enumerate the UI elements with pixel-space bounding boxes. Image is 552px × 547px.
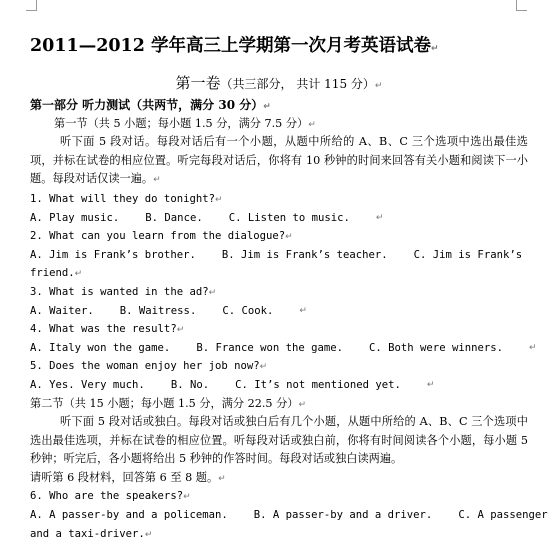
section1-heading: 第一节（共 5 小题；每小题 1.5 分，满分 7.5 分）↵ bbox=[54, 116, 316, 130]
option-b: B. No. bbox=[170, 378, 210, 391]
paper-label: 第一卷 bbox=[175, 74, 221, 92]
option-b: B. A passer-by and a driver. bbox=[253, 509, 433, 522]
margin-corner-left bbox=[26, 0, 37, 11]
option-a: A. Play music. bbox=[30, 211, 120, 224]
section1-instructions: 听下面 5 段对话。每段对话后有一个小题，从题中所给的 A、B、C 三个选项中选出最佳选项，并标在试卷的相应位置。听完每段对话后，你将有 10 秒钟的时间来回答有关小题和阅读下一小题。每段对话仅读一遍。↵ bbox=[30, 135, 528, 186]
option-c: C. It’s not mentioned yet. bbox=[235, 378, 401, 391]
option-b: B. France won the game. bbox=[196, 341, 344, 354]
question-6-options-continued: and a taxi-driver.↵ bbox=[30, 527, 153, 540]
question-2: 2. What can you learn from the dialogue?↵ bbox=[30, 230, 293, 243]
option-a: A. Yes. Very much. bbox=[30, 378, 145, 391]
option-c: C. Cook. bbox=[222, 304, 274, 317]
option-b: B. Jim is Frank’s teacher. bbox=[221, 248, 388, 261]
question-1: 1. What will they do tonight?↵ bbox=[30, 192, 223, 205]
section2-heading: 第二节（共 15 小题；每小题 1.5 分，满分 22.5 分）↵ bbox=[30, 396, 307, 410]
question-3: 3. What is wanted in the ad?↵ bbox=[30, 285, 217, 298]
option-a: A. Italy won the game. bbox=[30, 341, 171, 354]
question-5-options: A. Yes. Very much. B. No. C. It’s not mentioned yet. ↵ bbox=[30, 376, 528, 395]
section2-note: 请听第 6 段材料，回答第 6 至 8 题。↵ bbox=[30, 470, 226, 484]
section2-instructions: 听下面 5 段对话或独白。每段对话或独白后有几个小题，从题中所给的 A、B、C 三个选项中选出最佳选项，并标在试卷的相应位置。听每段对话或独白前，你将有时间阅读各个小题，每小题 5 秒钟；听完后，各小题将给出 5 秒钟的作答时间。每段对话或独白读两遍。 bbox=[30, 415, 528, 466]
paragraph-mark: ↵ bbox=[74, 269, 83, 280]
question-3-options: A. Waiter. B. Waitress. C. Cook. ↵ bbox=[30, 302, 528, 321]
option-c: C. Jim is Frank’s bbox=[413, 248, 523, 261]
option-c: C. Both were winners. bbox=[369, 341, 503, 354]
paper-subtitle: 第一卷（共三部分， 共计 115 分）↵ bbox=[175, 74, 383, 92]
option-c: C. Listen to music. bbox=[228, 211, 350, 224]
question-4-options: A. Italy won the game. B. France won the game. C. Both were winners. ↵ bbox=[30, 339, 528, 358]
question-5: 5. Does the woman enjoy her job now?↵ bbox=[30, 360, 268, 373]
question-2-options bbox=[30, 246, 528, 265]
document-body bbox=[30, 26, 548, 543]
question-6: 6. Who are the speakers?↵ bbox=[30, 490, 191, 503]
question-6-options bbox=[30, 506, 548, 525]
part1-heading: 第一部分 听力测试（共两节，满分 30 分）↵ bbox=[30, 98, 271, 112]
option-a: A. Waiter. bbox=[30, 304, 94, 317]
option-b: B. Waitress. bbox=[119, 304, 197, 317]
option-c-continued: friend. bbox=[30, 267, 75, 280]
paper-detail: （共三部分， 共计 115 分） bbox=[220, 77, 375, 91]
option-c: C. A passenger bbox=[458, 509, 548, 522]
option-a: A. Jim is Frank’s brother. bbox=[30, 248, 196, 261]
margin-corner-right bbox=[516, 0, 527, 11]
exam-title: 2011—2012 学年高三上学期第一次月考英语试卷↵ bbox=[30, 36, 439, 56]
question-2-options-wrap bbox=[30, 264, 528, 283]
question-1-options: A. Play music. B. Dance. C. Listen to music. ↵ bbox=[30, 209, 528, 228]
option-a: A. A passer-by and a policeman. bbox=[30, 509, 228, 522]
option-b: B. Dance. bbox=[145, 211, 203, 224]
question-4: 4. What was the result?↵ bbox=[30, 323, 185, 336]
